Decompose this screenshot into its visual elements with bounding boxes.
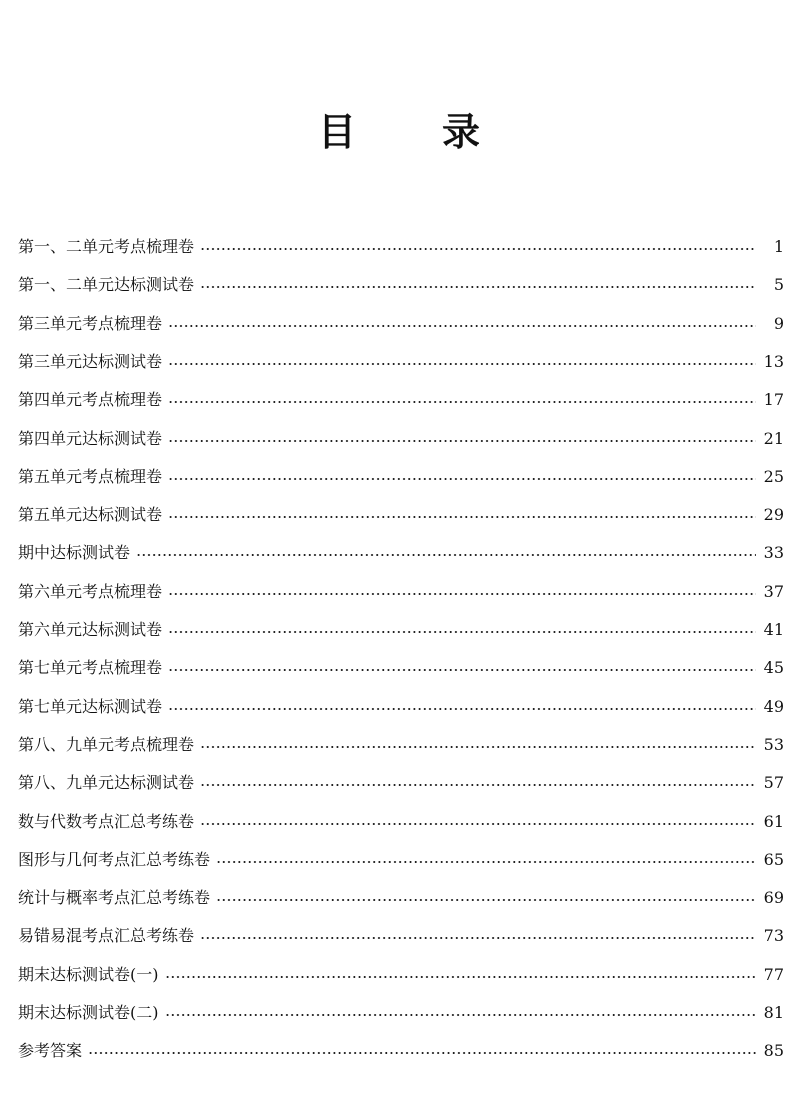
toc-entry-title: 第七单元达标测试卷: [18, 696, 163, 716]
toc-entry[interactable]: [18, 1032, 784, 1070]
toc-entry-page-number: 57: [763, 773, 784, 793]
toc-entry[interactable]: [18, 343, 784, 381]
dot-leader: [168, 516, 756, 518]
toc-entry[interactable]: [18, 649, 784, 687]
toc-entry-title: 第四单元达标测试卷: [18, 428, 163, 448]
toc-entry[interactable]: [18, 420, 784, 458]
toc-entry-title: 第六单元达标测试卷: [18, 620, 163, 639]
dot-leader: [168, 325, 756, 327]
toc-entry-title: 第一、二单元达标测试卷: [18, 275, 195, 295]
toc-entry-title: 易错易混考点汇总考练卷: [18, 926, 195, 946]
toc-entry-page-number: 9: [773, 313, 784, 333]
toc-entry[interactable]: [18, 496, 784, 534]
toc-entry-title: 第八、九单元达标测试卷: [18, 773, 195, 793]
dot-leader: [168, 478, 756, 480]
toc-entry-title: 期末达标测试卷(二): [18, 1003, 159, 1022]
dot-leader: [165, 976, 756, 978]
dot-leader: [200, 823, 756, 825]
dot-leader: [216, 899, 756, 901]
dot-leader: [165, 1014, 756, 1016]
toc-entry-page-number: 25: [763, 466, 784, 486]
toc-entry[interactable]: [18, 381, 784, 419]
toc-entry-title: 第五单元考点梳理卷: [18, 466, 163, 486]
dot-leader: [168, 708, 756, 710]
toc-entry-page-number: 5: [773, 275, 784, 295]
toc-entry-page-number: 21: [763, 428, 784, 448]
dot-leader: [136, 554, 756, 556]
toc-entry-page-number: 1: [773, 237, 784, 256]
dot-leader: [168, 631, 756, 633]
dot-leader: [168, 401, 756, 403]
toc-entry-page-number: 77: [763, 964, 784, 984]
toc-entry-page-number: 37: [763, 581, 784, 601]
dot-leader: [200, 746, 756, 748]
toc-entry-title: 统计与概率考点汇总考练卷: [18, 888, 211, 908]
toc-entry-page-number: 33: [763, 543, 784, 563]
toc-entry-page-number: 41: [763, 620, 784, 639]
toc-entry[interactable]: [18, 611, 784, 649]
toc-entry[interactable]: [18, 534, 784, 572]
toc-entry-page-number: 69: [763, 888, 784, 908]
toc-entry-title: 第七单元考点梳理卷: [18, 658, 163, 678]
dot-leader: [200, 286, 756, 288]
dot-leader: [200, 248, 756, 250]
dot-leader: [200, 784, 756, 786]
toc-entry-title: 期末达标测试卷(一): [18, 964, 159, 984]
toc-entry-page-number: 13: [763, 351, 784, 371]
toc-entry-page-number: 85: [763, 1041, 784, 1061]
toc-entry[interactable]: [18, 266, 784, 304]
toc-entry[interactable]: [18, 305, 784, 343]
toc-entry-title: 第六单元考点梳理卷: [18, 581, 163, 601]
dot-leader: [168, 363, 756, 365]
toc-entry-page-number: 53: [763, 734, 784, 754]
toc-entry-title: 第三单元达标测试卷: [18, 351, 163, 371]
toc-entry[interactable]: [18, 994, 784, 1032]
toc-entry-page-number: 65: [763, 849, 784, 869]
toc-entry-page-number: 49: [763, 696, 784, 716]
toc-entry-page-number: 61: [763, 811, 784, 831]
toc-entry-title: 期中达标测试卷: [18, 543, 131, 563]
toc-entry[interactable]: [18, 573, 784, 611]
toc-entry-page-number: 29: [763, 505, 784, 525]
toc-entry-title: 第五单元达标测试卷: [18, 505, 163, 525]
toc-entry[interactable]: [18, 228, 784, 266]
toc-entry[interactable]: [18, 841, 784, 879]
toc-entry-title: 图形与几何考点汇总考练卷: [18, 849, 211, 869]
dot-leader: [168, 669, 756, 671]
title-char-mu: 目: [318, 109, 357, 154]
dot-leader: [168, 593, 756, 595]
dot-leader: [88, 1052, 756, 1054]
toc-entry-page-number: 17: [763, 390, 784, 410]
title-char-lu: 录: [442, 109, 481, 154]
toc-entry-page-number: 45: [763, 658, 784, 678]
toc-entry[interactable]: [18, 726, 784, 764]
toc-entry-title: 第一、二单元考点梳理卷: [18, 237, 195, 256]
toc-entry[interactable]: [18, 956, 784, 994]
toc-entry[interactable]: [18, 803, 784, 841]
toc-entry[interactable]: [18, 458, 784, 496]
toc-entry-title: 第八、九单元考点梳理卷: [18, 734, 195, 754]
toc-entry[interactable]: [18, 764, 784, 802]
toc-entry-page-number: 73: [763, 926, 784, 946]
toc-entry[interactable]: [18, 879, 784, 917]
toc-entry[interactable]: [18, 688, 784, 726]
dot-leader: [168, 440, 756, 442]
toc-entry[interactable]: [18, 917, 784, 955]
toc-entry-title: 参考答案: [18, 1041, 83, 1061]
dot-leader: [216, 861, 756, 863]
toc-entry-title: 数与代数考点汇总考练卷: [18, 811, 195, 831]
toc-entry-title: 第四单元考点梳理卷: [18, 390, 163, 410]
dot-leader: [200, 937, 756, 939]
toc-entry-page-number: 81: [763, 1003, 784, 1022]
page-title: [0, 104, 800, 160]
toc-entry-title: 第三单元考点梳理卷: [18, 313, 163, 333]
